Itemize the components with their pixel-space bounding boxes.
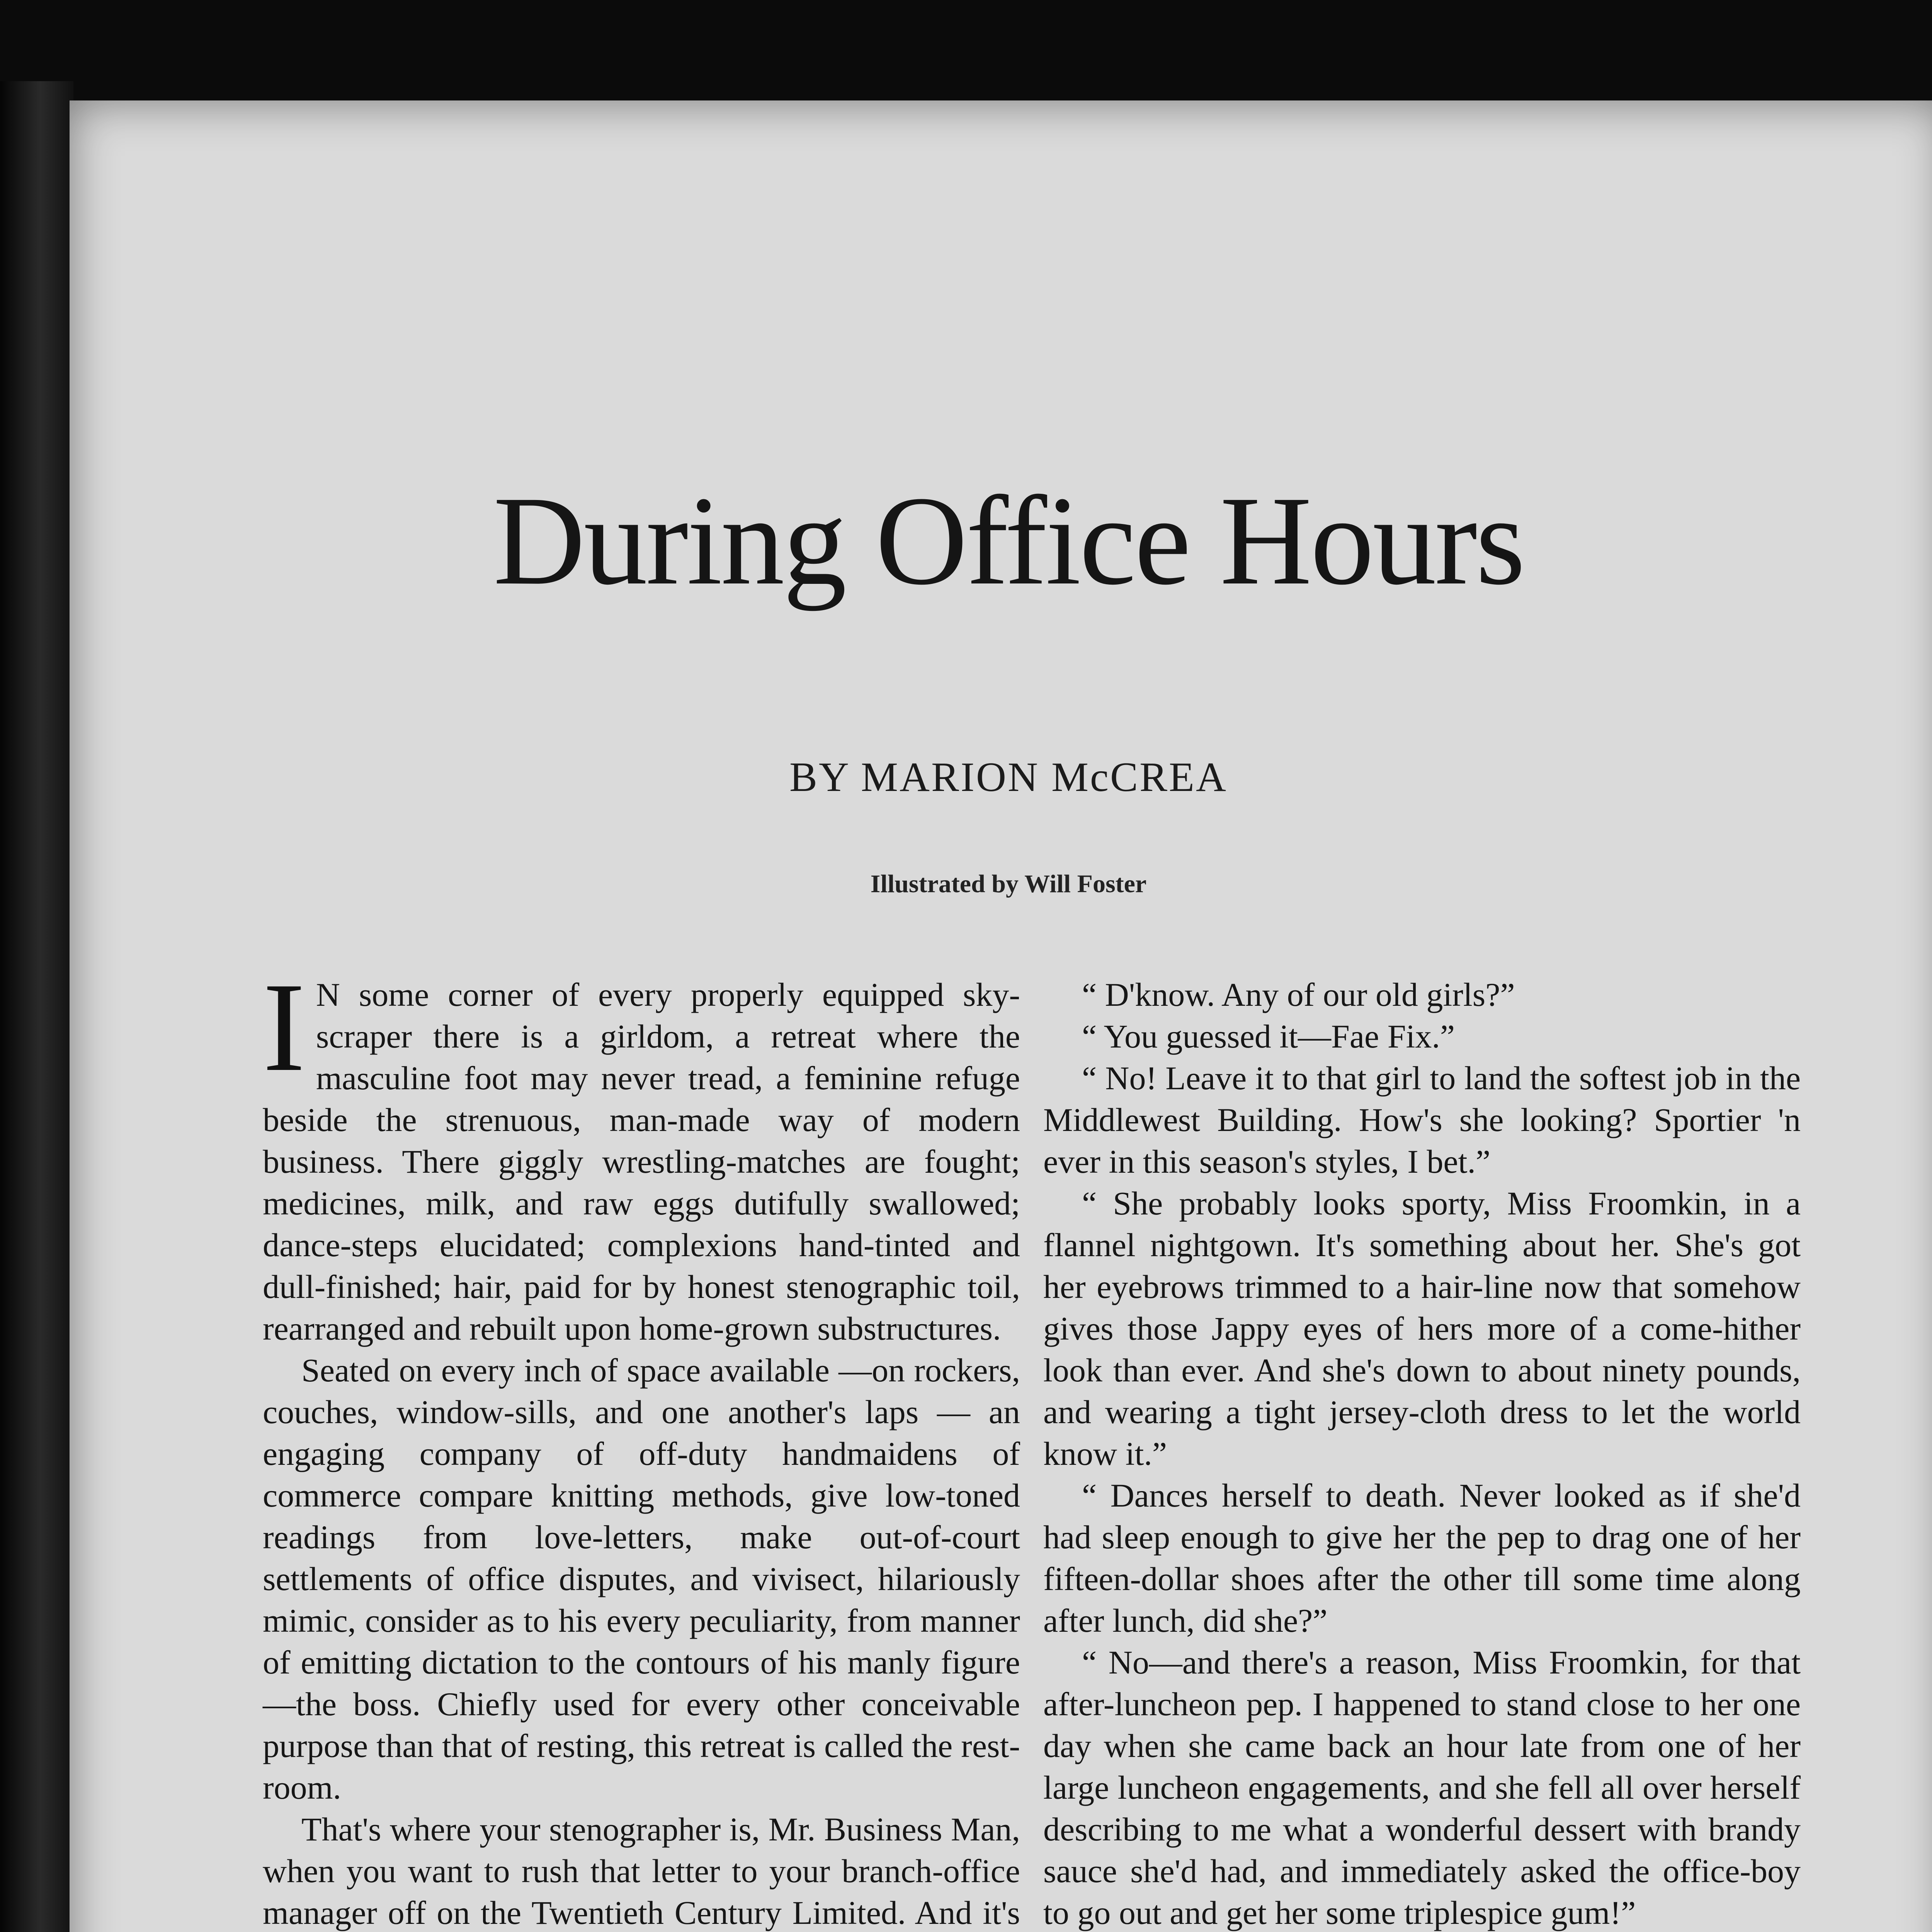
article-title: During Office Hours — [493, 470, 1524, 611]
left-text-column — [263, 957, 1020, 1932]
paragraph: “ You guessed it—Fae Fix.” — [1082, 1018, 1455, 1055]
paragraph: I N some corner of every properly equipped sky-scraper there is a girldom, a retreat where the masculine foot may never tread, a feminine refuge beside the strenuous, man-made way of modern business. There giggly wrestling-matches are fought; medicines, milk, and raw eggs dutifully swallowed; dance-steps elucidated; complexions hand-tinted and dull-finished; hair, paid for by honest stenographic toil, rearranged and rebuilt upon home-grown substructures. — [263, 957, 1020, 1347]
paragraph: Seated on every inch of space available —on rockers, couches, window-sills, and one another's laps — an engaging company of off-duty handmaidens of commerce compare knitting methods, give low-toned readings from love-letters, make out-of-court settlements of office disputes, and vivisect, hilariously mimic, consider as to his every peculiarity, from manner of emitting dictation to the contours of his manly figure—the boss. Chiefly used for every other conceivable purpose than that of resting, this retreat is called the rest-room. — [263, 1352, 1020, 1806]
illustrator-credit: Illustrated by Will Foster — [870, 870, 1147, 898]
drop-cap: I — [263, 957, 305, 1098]
paragraph: “ She probably looks sporty, Miss Froomkin, in a flannel nightgown. It's something about her. She's got her eyebrows trimmed to a hair-line now that somehow gives those Jappy eyes of hers more of a come-hither look than ever. And she's down to about ninety pounds, and wearing a tight jersey-cloth dress to let the world know it.” — [1043, 1185, 1801, 1472]
paragraph: “ D'know. Any of our old girls?” — [1082, 976, 1515, 1013]
paragraph: “ No—and there's a reason, Miss Froomkin, for that after-luncheon pep. I happened to stand close to her one day when she came back an hour late from one of her large luncheon engagements, and she fell all over herself describing to me what a wonderful dessert with brandy sauce she'd had, and immediately asked the office-boy to go out and get her some triplespice gum!” — [1043, 1644, 1801, 1931]
paragraph: “ No! Leave it to that girl to land the softest job in the Middlewest Building. How's she looking? Sportier 'n ever in this season's styles, I bet.” — [1043, 1060, 1801, 1180]
magazine-page — [70, 100, 1932, 1932]
paragraph: That's where your stenographer is, Mr. Business Man, when you want to rush that letter to your branch-office manager off on the Twentieth Century Limited. And it's — [263, 1811, 1020, 1931]
author-byline: BY MARION McCREA — [789, 754, 1228, 800]
book-spine — [0, 81, 73, 1932]
right-text-column — [1043, 974, 1801, 1932]
paragraph: “ Dances herself to death. Never looked as if she'd had sleep enough to give her the pep to drag one of her fifteen-dollar shoes after the other till some time along after lunch, did she?” — [1043, 1477, 1801, 1639]
